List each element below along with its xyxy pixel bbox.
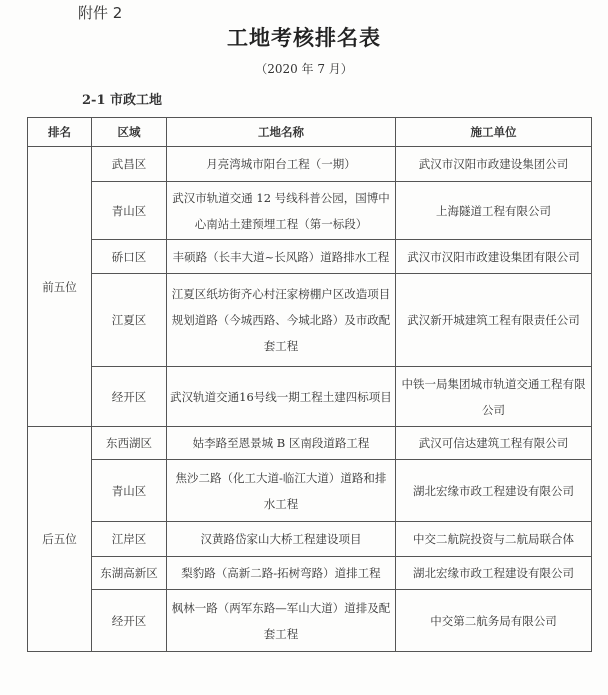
district-cell: 东西湖区 (92, 427, 167, 460)
construction-unit-cell: 中交二航院投资与二航局联合体 (396, 522, 592, 557)
header-district: 区域 (92, 118, 167, 147)
district-cell: 经开区 (92, 367, 167, 427)
district-cell: 经开区 (92, 590, 167, 652)
table-row (28, 274, 592, 367)
site-name-cell: 江夏区纸坊街齐心村汪家榜棚户区改造项目规划道路（今城西路、今城北路）及市政配套工程 (167, 274, 396, 367)
table-row (28, 240, 592, 274)
section-heading: 2-1 市政工地 (82, 93, 163, 108)
site-name-cell: 姑李路至恩景城 B 区南段道路工程 (167, 427, 396, 460)
site-name-cell: 月亮湾城市阳台工程（一期） (167, 147, 396, 182)
construction-unit-cell: 湖北宏缘市政工程建设有限公司 (396, 460, 592, 522)
table-row (28, 590, 592, 652)
table-row (28, 182, 592, 240)
district-cell: 东湖高新区 (92, 557, 167, 590)
district-cell: 江夏区 (92, 274, 167, 367)
construction-unit-cell: 武汉市汉阳市政建设集团公司 (396, 147, 592, 182)
rank-group-cell: 后五位 (28, 427, 92, 652)
site-name-cell: 丰硕路（长丰大道~长风路）道路排水工程 (167, 240, 396, 274)
construction-unit-cell: 武汉新开城建筑工程有限责任公司 (396, 274, 592, 367)
site-name-cell: 武汉轨道交通16号线一期工程土建四标项目 (167, 367, 396, 427)
table-row (28, 522, 592, 557)
construction-unit-cell: 武汉可信达建筑工程有限公司 (396, 427, 592, 460)
header-rank: 排名 (28, 118, 92, 147)
site-name-cell: 武汉市轨道交通 12 号线科普公园，国博中心南站土建预埋工程（第一标段） (167, 182, 396, 240)
table-row (28, 460, 592, 522)
site-name-cell: 汉黄路岱家山大桥工程建设项目 (167, 522, 396, 557)
construction-unit-cell: 上海隧道工程有限公司 (396, 182, 592, 240)
construction-unit-cell: 中交第二航务局有限公司 (396, 590, 592, 652)
construction-unit-cell: 湖北宏缘市政工程建设有限公司 (396, 557, 592, 590)
rank-group-cell: 前五位 (28, 147, 92, 427)
district-cell: 江岸区 (92, 522, 167, 557)
site-name-cell: 焦沙二路（化工大道-临江大道）道路和排水工程 (167, 460, 396, 522)
table-header-row (28, 118, 592, 147)
district-cell: 青山区 (92, 182, 167, 240)
table-row (28, 557, 592, 590)
table-row (28, 427, 592, 460)
district-cell: 青山区 (92, 460, 167, 522)
table-row (28, 367, 592, 427)
district-cell: 武昌区 (92, 147, 167, 182)
site-name-cell: 枫林一路（两军东路—军山大道）道排及配套工程 (167, 590, 396, 652)
district-cell: 硚口区 (92, 240, 167, 274)
page-title: 工地考核排名表 (227, 26, 381, 50)
attachment-label: 附件 2 (78, 4, 123, 22)
table-row (28, 147, 592, 182)
construction-unit-cell: 中铁一局集团城市轨道交通工程有限公司 (396, 367, 592, 427)
construction-unit-cell: 武汉市汉阳市政建设集团有限公司 (396, 240, 592, 274)
header-site: 工地名称 (167, 118, 396, 147)
ranking-table (27, 117, 592, 652)
site-name-cell: 梨豹路（高新二路-拓树弯路）道排工程 (167, 557, 396, 590)
header-unit: 施工单位 (396, 118, 592, 147)
page-subtitle: （2020 年 7 月） (255, 62, 353, 76)
